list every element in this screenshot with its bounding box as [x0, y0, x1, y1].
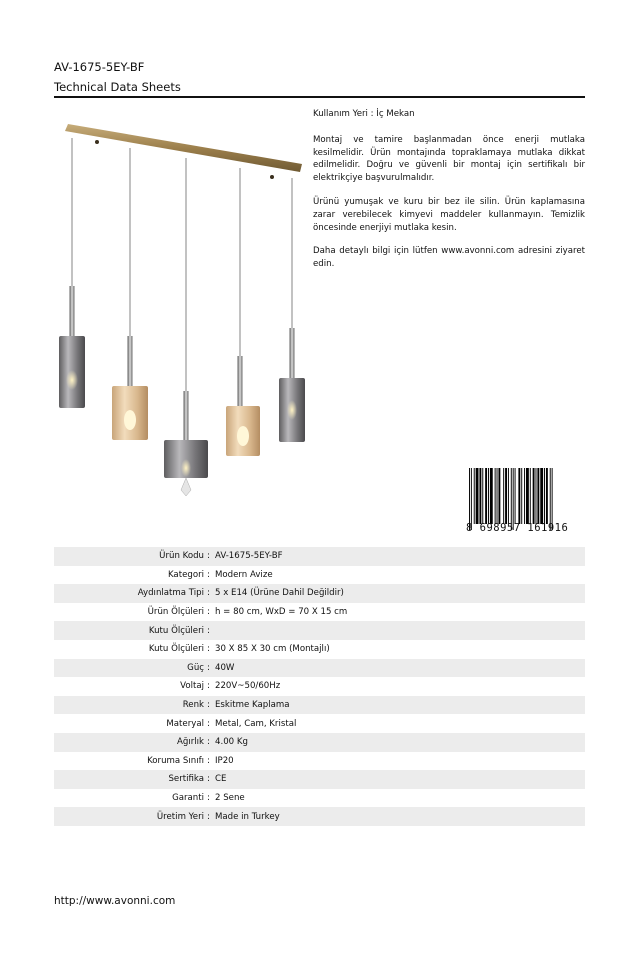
spec-label: Ağırlık	[176, 737, 204, 748]
spec-value: CE	[215, 774, 227, 785]
spec-value: 2 Sene	[215, 793, 245, 804]
spec-row	[54, 566, 585, 585]
spec-row	[54, 677, 585, 696]
spec-row	[54, 547, 585, 566]
product-image	[50, 118, 310, 508]
spec-value: h = 80 cm, WxD = 70 X 15 cm	[215, 607, 348, 618]
spec-label: Materyal	[166, 718, 204, 729]
spec-separator: :	[207, 755, 210, 766]
spec-label: Kutu Ölçüleri	[148, 625, 204, 636]
spec-value: AV-1675-5EY-BF	[215, 551, 283, 562]
spec-row	[54, 659, 585, 678]
spec-label: Ürün Ölçüleri	[147, 607, 204, 618]
spec-value: 40W	[215, 662, 235, 673]
spec-row	[54, 621, 585, 640]
spec-value: 30 X 85 X 30 cm (Montajlı)	[215, 644, 330, 655]
spec-separator: :	[207, 793, 210, 804]
spec-row	[54, 696, 585, 715]
spec-label: Ürün Kodu	[159, 551, 204, 562]
spec-row	[54, 752, 585, 771]
usage-instructions	[313, 108, 585, 282]
spec-separator: :	[207, 607, 210, 618]
spec-value: IP20	[215, 755, 234, 766]
spec-value: 4.00 Kg	[215, 737, 248, 748]
spec-row	[54, 733, 585, 752]
spec-separator: :	[207, 569, 210, 580]
spec-separator: :	[207, 625, 210, 636]
website-note: Daha detaylı bilgi için lütfen www.avonni.com adresini ziyaret edin.	[313, 246, 585, 270]
spec-value: Metal, Cam, Kristal	[215, 718, 297, 729]
spec-separator: :	[207, 718, 210, 729]
spec-label: Koruma Sınıfı	[147, 755, 204, 766]
spec-separator: :	[207, 811, 210, 822]
usage-location: Kullanım Yeri : İç Mekan	[313, 109, 415, 119]
spec-separator: :	[207, 700, 210, 711]
spec-separator: :	[207, 681, 210, 692]
cleaning-instructions: Ürünü yumuşak ve kuru bir bez ile silin. Ürün kaplamasına zarar verebilecek kimyevi maddeler kullanmayın. Temizlik öncesinde enerjiyi mutlaka kesin.	[313, 196, 585, 233]
spec-label: Garanti	[172, 793, 204, 804]
spec-label: Voltaj	[180, 681, 204, 692]
spec-row	[54, 770, 585, 789]
spec-row	[54, 714, 585, 733]
website-link[interactable]: http://www.avonni.com	[54, 895, 176, 907]
spec-value: 220V~50/60Hz	[215, 681, 281, 692]
spec-label: Kategori	[167, 569, 204, 580]
spec-separator: :	[207, 662, 210, 673]
spec-label: Güç	[187, 662, 204, 673]
specifications-table	[54, 547, 585, 826]
spec-label: Renk	[182, 700, 204, 711]
spec-value: Eskitme Kaplama	[215, 700, 290, 711]
installation-warning: Montaj ve tamire başlanmadan önce enerji mutlaka kesilmelidir. Ürün montajında topraklamaya mutlaka dikkat edilmelidir. Doğru ve güvenli bir montaj için sertifikalı bir elektrikçiye başvurulmalıdır.	[313, 134, 585, 184]
spec-row	[54, 640, 585, 659]
spec-separator: :	[207, 737, 210, 748]
spec-label: Sertifika	[168, 774, 204, 785]
spec-separator: :	[207, 588, 210, 599]
spec-row	[54, 603, 585, 622]
barcode-number: 8 698957 161916	[466, 522, 569, 534]
product-code-heading: AV-1675-5EY-BF	[54, 60, 145, 74]
spec-label: Üretim Yeri	[156, 811, 204, 822]
spec-row	[54, 807, 585, 826]
spec-label: Aydınlatma Tipi	[137, 588, 204, 599]
spec-separator: :	[207, 551, 210, 562]
spec-row	[54, 789, 585, 808]
spec-row	[54, 584, 585, 603]
ceiling-canopy-bar	[65, 124, 302, 172]
spec-value: Modern Avize	[215, 569, 273, 580]
document-subtitle: Technical Data Sheets	[54, 80, 181, 94]
spec-separator: :	[207, 774, 210, 785]
spec-value: Made in Turkey	[215, 811, 280, 822]
spec-label: Kutu Ölçüleri	[148, 644, 204, 655]
spec-value: 5 x E14 (Ürüne Dahil Değildir)	[215, 588, 344, 599]
header-divider	[54, 96, 585, 98]
spec-separator: :	[207, 644, 210, 655]
